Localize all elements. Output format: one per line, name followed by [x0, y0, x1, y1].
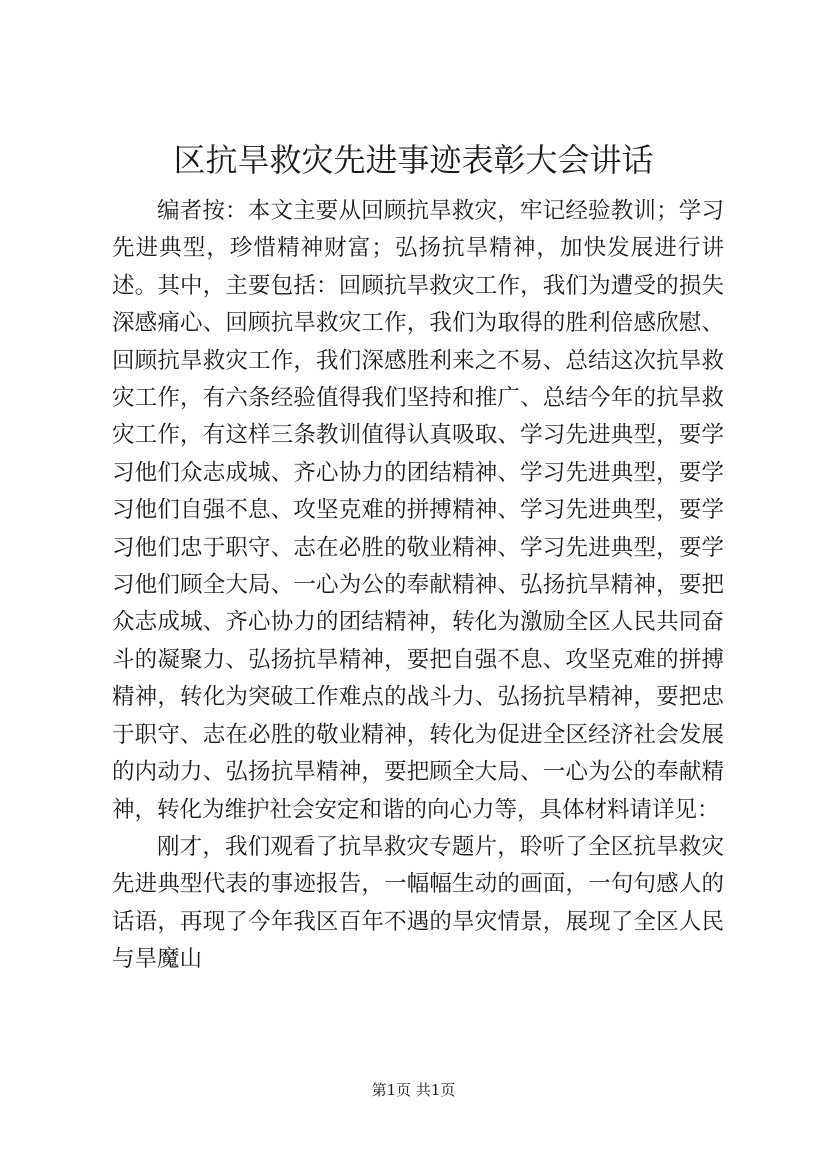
editor-note-paragraph: 编者按：本文主要从回顾抗旱救灾，牢记经验教训；学习先进典型，珍惜精神财富；弘扬抗旱精神，加快发展进行讲述。其中，主要包括：回顾抗旱救灾工作，我们为遭受的损失深感痛心、回顾抗旱救灾工作，我们为取得的胜利倍感欣慰、回顾抗旱救灾工作，我们深感胜利来之不易、总结这次抗旱救灾工作，有六条经验值得我们坚持和推广、总结今年的抗旱救灾工作，有这样三条教训值得认真吸取、学习先进典型，要学习他们众志成城、齐心协力的团结精神、学习先进典型，要学习他们自强不息、攻坚克难的拼搏精神、学习先进典型，要学习他们忠于职守、志在必胜的敬业精神、学习先进典型，要学习他们顾全大局、一心为公的奉献精神、弘扬抗旱精神，要把众志成城、齐心协力的团结精神，转化为激励全区人民共同奋斗的凝聚力、弘扬抗旱精神，要把自强不息、攻坚克难的拼搏精神，转化为突破工作难点的战斗力、弘扬抗旱精神，要把忠于职守、志在必胜的敬业精神，转化为促进全区经济社会发展的内动力、弘扬抗旱精神，要把顾全大局、一心为公的奉献精神，转化为维护社会安定和谐的向心力等，具体材料请详见： — [112, 198, 724, 823]
document-body — [112, 193, 724, 979]
speech-paragraph: 刚才，我们观看了抗旱救灾专题片，聆听了全区抗旱救灾先进典型代表的事迹报告，一幅幅生动的画面，一句句感人的话语，再现了今年我区百年不遇的旱灾情景，展现了全区人民与旱魔山 — [112, 833, 724, 973]
document-title: 区抗旱救灾先进事迹表彰大会讲话 — [173, 141, 654, 179]
page-footer: 第1页 共1页 — [371, 1081, 456, 1099]
